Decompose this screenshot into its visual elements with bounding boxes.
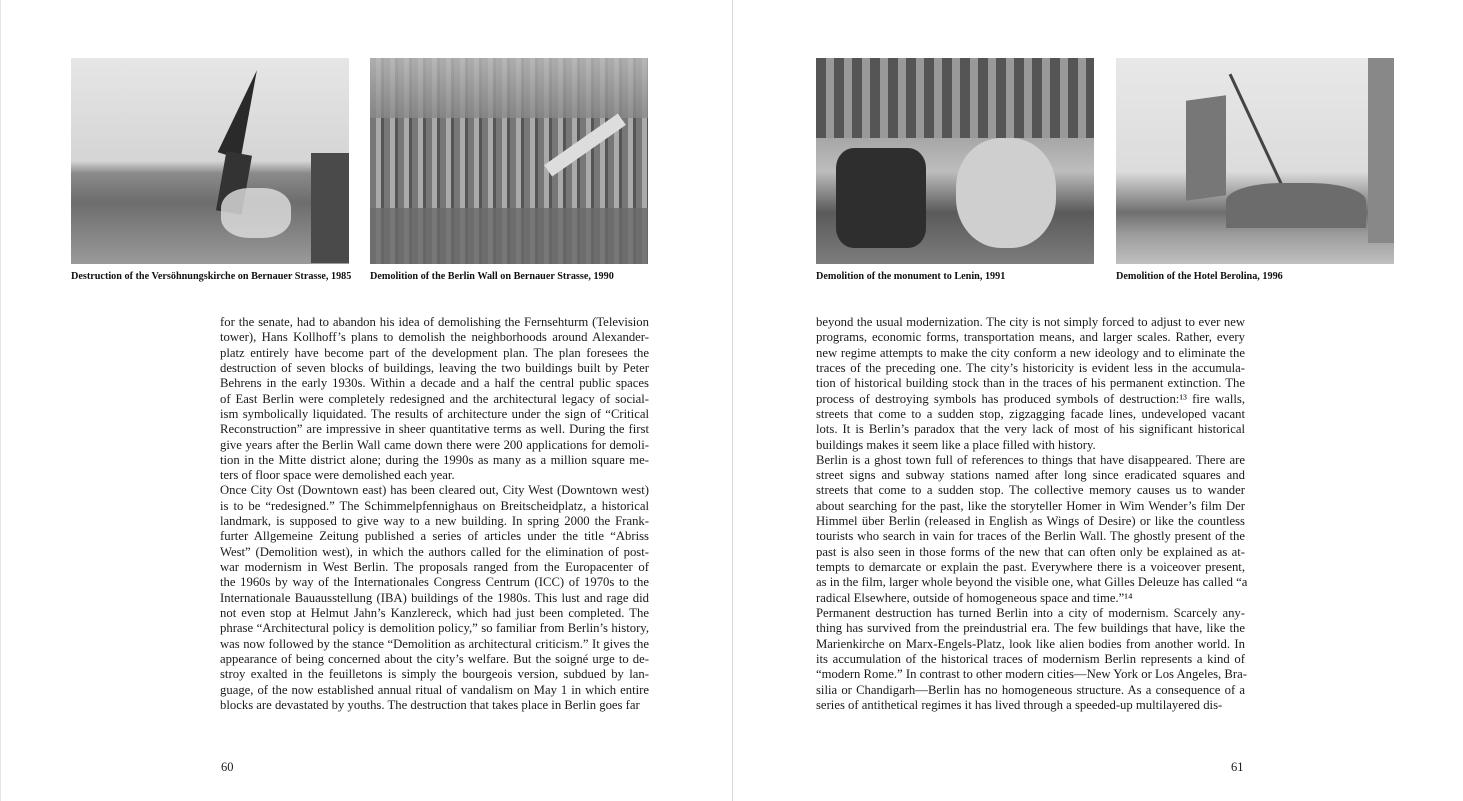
text-line: phrase “Architectural policy is demolition policy,” so familiar from Berlin’s history, [220,621,649,636]
body-text [816,315,1248,713]
text-line: guage, of the now established annual ritual of vandalism on May 1 in which entire [220,682,649,697]
text-line: platz entirely have become part of the development plan. The plan foresees the [220,345,649,360]
text-line: buildings makes it seem like a place filled with history. [816,437,1096,452]
text-line: the 1960s by way of the Internationales Congress Centrum (ICC) of 1970s to the [220,575,649,590]
text-line: silia or Chandigarh—Berlin has no homogeneous structure. As a consequence of a [816,682,1245,697]
text-line: thing has survived from the preindustrial era. The few buildings that have, like the [816,621,1245,636]
right-page [732,0,1463,801]
photo-caption: Demolition of the Berlin Wall on Bernauer Strasse, 1990 [370,271,614,282]
text-line: tourists who search in vain for traces of the Berlin Wall. The ghostly present of the [816,529,1245,544]
text-line: was now followed by the stance “Demolition as architectural criticism.” It gives the [220,636,649,651]
text-line: West” (Demolition west), in which the authors called for the elimination of post- [220,544,649,559]
text-line: is to be “redesigned.” The Schimmelpfennighaus on Breitscheidplatz, a historical [220,498,649,513]
text-line: Internationale Bauausstellung (IBA) buildings of the 1980s. This lust and rage did [220,590,649,605]
text-line: streets that come to a sudden stop. The collective memory causes us to wander [816,483,1245,498]
text-line: Behrens in the early 1930s. Within a decade and a half the central public spaces [220,376,649,391]
photo-caption: Destruction of the Versöhnungskirche on Bernauer Strasse, 1985 [71,271,352,282]
text-line: new regime attempts to make the city conform a new ideology and to eliminate the [816,345,1245,360]
photo-lenin-monument-demolition [816,58,1094,264]
text-line: destruction of seven blocks of buildings, leaving the two buildings built by Peter [220,360,649,375]
text-line: ism symbolically liquidated. The results of architecture under the sign of “Critical [220,406,649,421]
text-line: process of destroying symbols has produced symbols of destruction:¹³ fire walls, [816,391,1245,406]
text-line: street signs and subway stations named after long since eradicated squares and [816,468,1245,483]
photo-caption: Demolition of the monument to Lenin, 1991 [816,271,1006,282]
text-line: traces of the preceding one. The city’s historicity is evident less in the accumula- [816,360,1245,375]
text-line: lots. It is Berlin’s paradox that the very lack of most of his significant historical [816,422,1245,437]
text-line: Reconstruction” are impressive in sheer quantitative terms as well. During the first [220,422,649,437]
text-line: Marienkirche on Marx-Engels-Platz, look like alien bodies from another world. In [816,636,1245,651]
page-number: 60 [221,760,234,774]
text-line: beyond the usual modernization. The city is not simply forced to adjust to ever new [816,315,1245,329]
text-line: Berlin is a ghost town full of references to things that have disappeared. There are [816,452,1245,467]
text-line: its accumulation of the historical traces of modernism Berlin represents a kind of [816,651,1245,666]
text-line: tion in the Mitte district alone; during the 1990s as many as a million square me- [220,452,649,467]
text-line: series of antithetical regimes it has lived through a speeded-up multilayered dis- [816,697,1223,712]
photo-berlin-wall-demolition [370,58,648,264]
text-line: furter Allgemeine Zeitung published a series of articles under the title “Abriss [220,529,649,544]
text-line: landmark, is supposed to give way to a new building. In spring 2000 the Frank- [220,514,649,529]
text-line: past is also seen in those forms of the new that can often only be explained as at- [816,544,1245,559]
text-line: war modernism in West Berlin. The proposals ranged from the Europacenter of [220,560,649,574]
text-line: Himmel über Berlin (released in English as Wings of Desire) or like the countless [816,514,1245,529]
body-text [220,315,649,713]
text-line: about searching for the past, like the storyteller Homer in Wim Wender’s film Der [816,498,1245,513]
text-line: stroy exalted in the feuilletons is simply the bourgeois version, subdued by lan- [220,667,649,682]
text-line: give years after the Berlin Wall came down there were 200 applications for demoli- [220,437,649,452]
text-line: radical Elsewhere, outside of homogeneous space and time.”¹⁴ [816,590,1133,605]
text-line: streets that come to a sudden stop, zigzagging facade lines, undeveloped vacant [816,406,1245,421]
text-line: programs, economic forms, transportation means, and larger scales. Rather, every [816,330,1245,345]
photo-caption: Demolition of the Hotel Berolina, 1996 [1116,271,1283,282]
text-line: tower), Hans Kollhoff’s plans to demolish the neighborhoods around Alexander- [220,330,649,345]
text-line: as in the film, larger whole beyond the visible one, what Gilles Deleuze has called “a [816,575,1248,590]
page-number: 61 [1231,760,1244,774]
text-line: of East Berlin were completely redesigned and the architectural legacy of social- [220,391,649,406]
text-line: Once City Ost (Downtown east) has been cleared out, City West (Downtown west) [220,483,649,498]
text-line: “modern Rome.” In contrast to other modern cities—New York or Los Angeles, Bra- [816,667,1247,682]
text-line: tempts to demarcate or explain the past. Everywhere there is a voiceover present, [816,560,1245,574]
text-line: ters of floor space were demolished each year. [220,468,455,483]
photo-versoehnungskirche-demolition [71,58,349,264]
text-line: appearance of being concerned about the city’s welfare. But the soigné urge to de- [220,651,649,666]
text-line: Permanent destruction has turned Berlin into a city of modernism. Scarcely any- [816,605,1245,620]
text-line: for the senate, had to abandon his idea of demolishing the Fernsehturm (Television [220,315,649,329]
photo-hotel-berolina-demolition [1116,58,1394,264]
text-line: not even stop at Helmut Jahn’s Kanzlereck, which had just been completed. The [220,605,649,620]
text-line: blocks are devastated by youths. The destruction that takes place in Berlin goes far [220,697,640,712]
text-line: tion of historical building stock than in the traces of his permanent extinction. The [816,376,1245,391]
